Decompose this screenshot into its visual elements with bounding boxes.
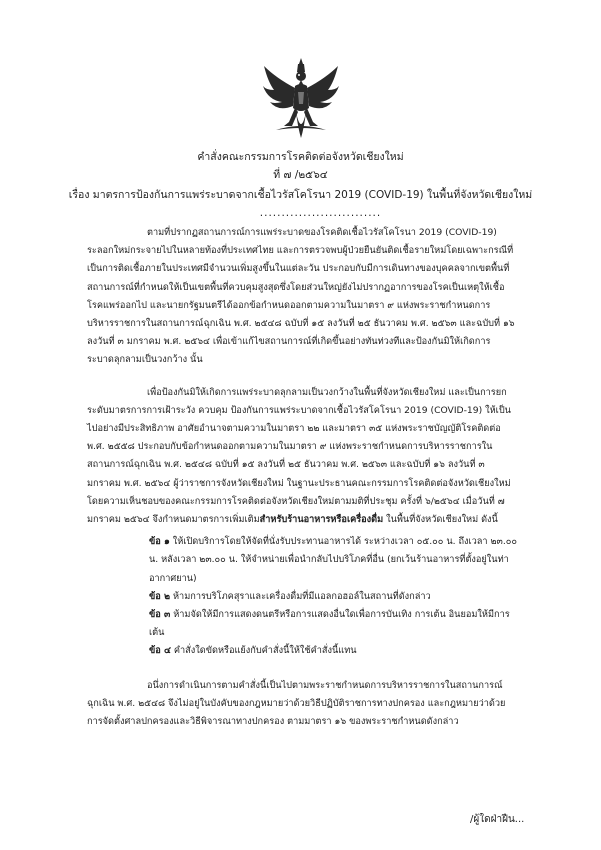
order-item-label: ข้อ ๒	[149, 590, 171, 602]
order-item-4	[87, 642, 517, 660]
order-item-label: ข้อ ๔	[149, 645, 171, 657]
continuation-note: /ผู้ใดฝ่าฝืน...	[470, 814, 525, 825]
paragraph-2	[87, 384, 517, 530]
order-item-1	[87, 533, 517, 588]
order-item-text: ห้ามจัดให้มีการแสดงดนตรีหรือการแสดงอื่นใดเพื่อการบันเทิง การเต้น อินยอมให้มีการเต้น	[149, 609, 510, 639]
order-item-3	[87, 606, 517, 642]
order-items	[87, 533, 517, 660]
document-body	[87, 224, 517, 731]
order-item-text: ให้เปิดบริการโดยให้จัดที่นั่งรับประทานอาหารได้ ระหว่างเวลา ๐๕.๐๐ น. ถึงเวลา ๒๓.๐๐ น. หลังเวลา ๒๓.๐๐ น. ให้จำหน่ายเพื่อนำกลับไปบริโภคที่อื่น (ยกเว้นร้านอาหารที่ตั้งอยู่ในท่าอากาศยาน)	[149, 536, 517, 584]
paragraph-2-tail: ในพื้นที่จังหวัดเชียงใหม่ ดังนี้	[383, 514, 498, 526]
order-item-text: คำสั่งใดขัดหรือแย้งกับคำสั่งนี้ให้ใช้คำสั่งนี้แทน	[170, 645, 357, 657]
paragraph-2-text: เพื่อป้องกันมิให้เกิดการแพร่ระบาดลุกลามเป็นวงกว้างในพื้นที่จังหวัดเชียงใหม่ และเป็นการยกระดับมาตรการการเฝ้าระวัง ควบคุม ป้องกันการแพร่ระบาดจากเชื้อไวรัสโคโรนา 2019 (COVID-19) ให้เป็นไปอย่างมีประสิทธิภาพ อาศัยอำนาจตามความในมาตรา ๒๒ และมาตรา ๓๕ แห่งพระราชบัญญัติโรคติดต่อ พ.ศ. ๒๕๕๘ ประกอบกับข้อกำหนดออกตามความในมาตรา ๙ แห่งพระราชกำหนดการบริหารราชการในสถานการณ์ฉุกเฉิน พ.ศ. ๒๕๔๘ ฉบับที่ ๑๕ ลงวันที่ ๒๕ ธันวาคม พ.ศ. ๒๕๖๓ และฉบับที่ ๑๖ ลงวันที่ ๓ มกราคม พ.ศ. ๒๕๖๔ ผู้ว่าราชการจังหวัดเชียงใหม่ ในฐานะประธานคณะกรรมการโรคติดต่อจังหวัดเชียงใหม่ โดยความเห็นชอบของคณะกรรมการโรคติดต่อจังหวัดเชียงใหม่ตามมติที่ประชุม ครั้งที่ ๖/๒๕๖๔ เมื่อวันที่ ๗ มกราคม ๒๕๖๔ จึงกำหนดมาตรการเพิ่มเติม	[87, 386, 511, 526]
paragraph-2-emphasis: สำหรับร้านอาหารหรือเครื่องดื่ม	[259, 514, 384, 526]
header-divider: ............................	[259, 207, 382, 219]
issuer-title: คำสั่งคณะกรรมการโรคติดต่อจังหวัดเชียงใหม่	[197, 151, 404, 163]
order-item-label: ข้อ ๓	[149, 609, 171, 621]
order-number: ที่ ๗ /๒๕๖๔	[273, 169, 328, 181]
order-subject: เรื่อง มาตรการป้องกันการแพร่ระบาดจากเชื้อไวรัสโคโรนา 2019 (COVID-19) ในพื้นที่จังหวัดเชียงใหม่	[68, 189, 533, 201]
order-item-text: ห้ามการบริโภคสุราและเครื่องดื่มที่มีแอลกอฮอล์ในสถานที่ดังกล่าว	[170, 590, 431, 602]
order-item-label: ข้อ ๑	[149, 536, 170, 548]
garuda-emblem-icon	[262, 56, 340, 140]
paragraph-1: ตามที่ปรากฏสถานการณ์การแพร่ระบาดของโรคติดเชื้อไวรัสโคโรนา 2019 (COVID-19) ระลอกใหม่กระจายไปในหลายท้องที่ประเทศไทย และการตรวจพบผู้ป่วยยืนยันติดเชื้อรายใหม่โดยเฉพาะกรณีที่เป็นการติดเชื้อภายในประเทศมีจำนวนเพิ่มสูงขึ้นในแต่ละวัน ประกอบกับมีการเดินทางของบุคคลจากเขตพื้นที่สถานการณ์ที่กำหนดให้เป็นเขตพื้นที่ควบคุมสูงสุดซึ่งโดยส่วนใหญ่ยังไม่ปรากฏอาการของโรคเป็นเหตุให้เชื้อโรคแพร่ออกไป และนายกรัฐมนตรีได้ออกข้อกำหนดออกตามความในมาตรา ๙ แห่งพระราชกำหนดการบริหารราชการในสถานการณ์ฉุกเฉิน พ.ศ. ๒๕๔๘ ฉบับที่ ๑๕ ลงวันที่ ๒๕ ธันวาคม พ.ศ. ๒๕๖๓ และฉบับที่ ๑๖ ลงวันที่ ๓ มกราคม พ.ศ. ๒๕๖๔ เพื่อเข้าแก้ไขสถานการณ์ที่เกิดขึ้นอย่างทันท่วงทีและป้องกันมิให้เกิดการระบาดลุกลามเป็นวงกว้าง นั้น	[87, 227, 515, 366]
order-item-2	[87, 588, 517, 606]
paragraph-3: อนึ่งการดำเนินการตามคำสั่งนี้เป็นไปตามพระราชกำหนดการบริหารราชการในสถานการณ์ฉุกเฉิน พ.ศ. ๒๕๔๘ จึงไม่อยู่ในบังคับของกฎหมายว่าด้วยวิธีปฏิบัติราชการทางปกครอง และกฎหมายว่าด้วยการจัดตั้งศาลปกครองและวิธีพิจารณาทางปกครอง ตามมาตรา ๑๖ ของพระราชกำหนดดังกล่าว	[87, 679, 506, 728]
